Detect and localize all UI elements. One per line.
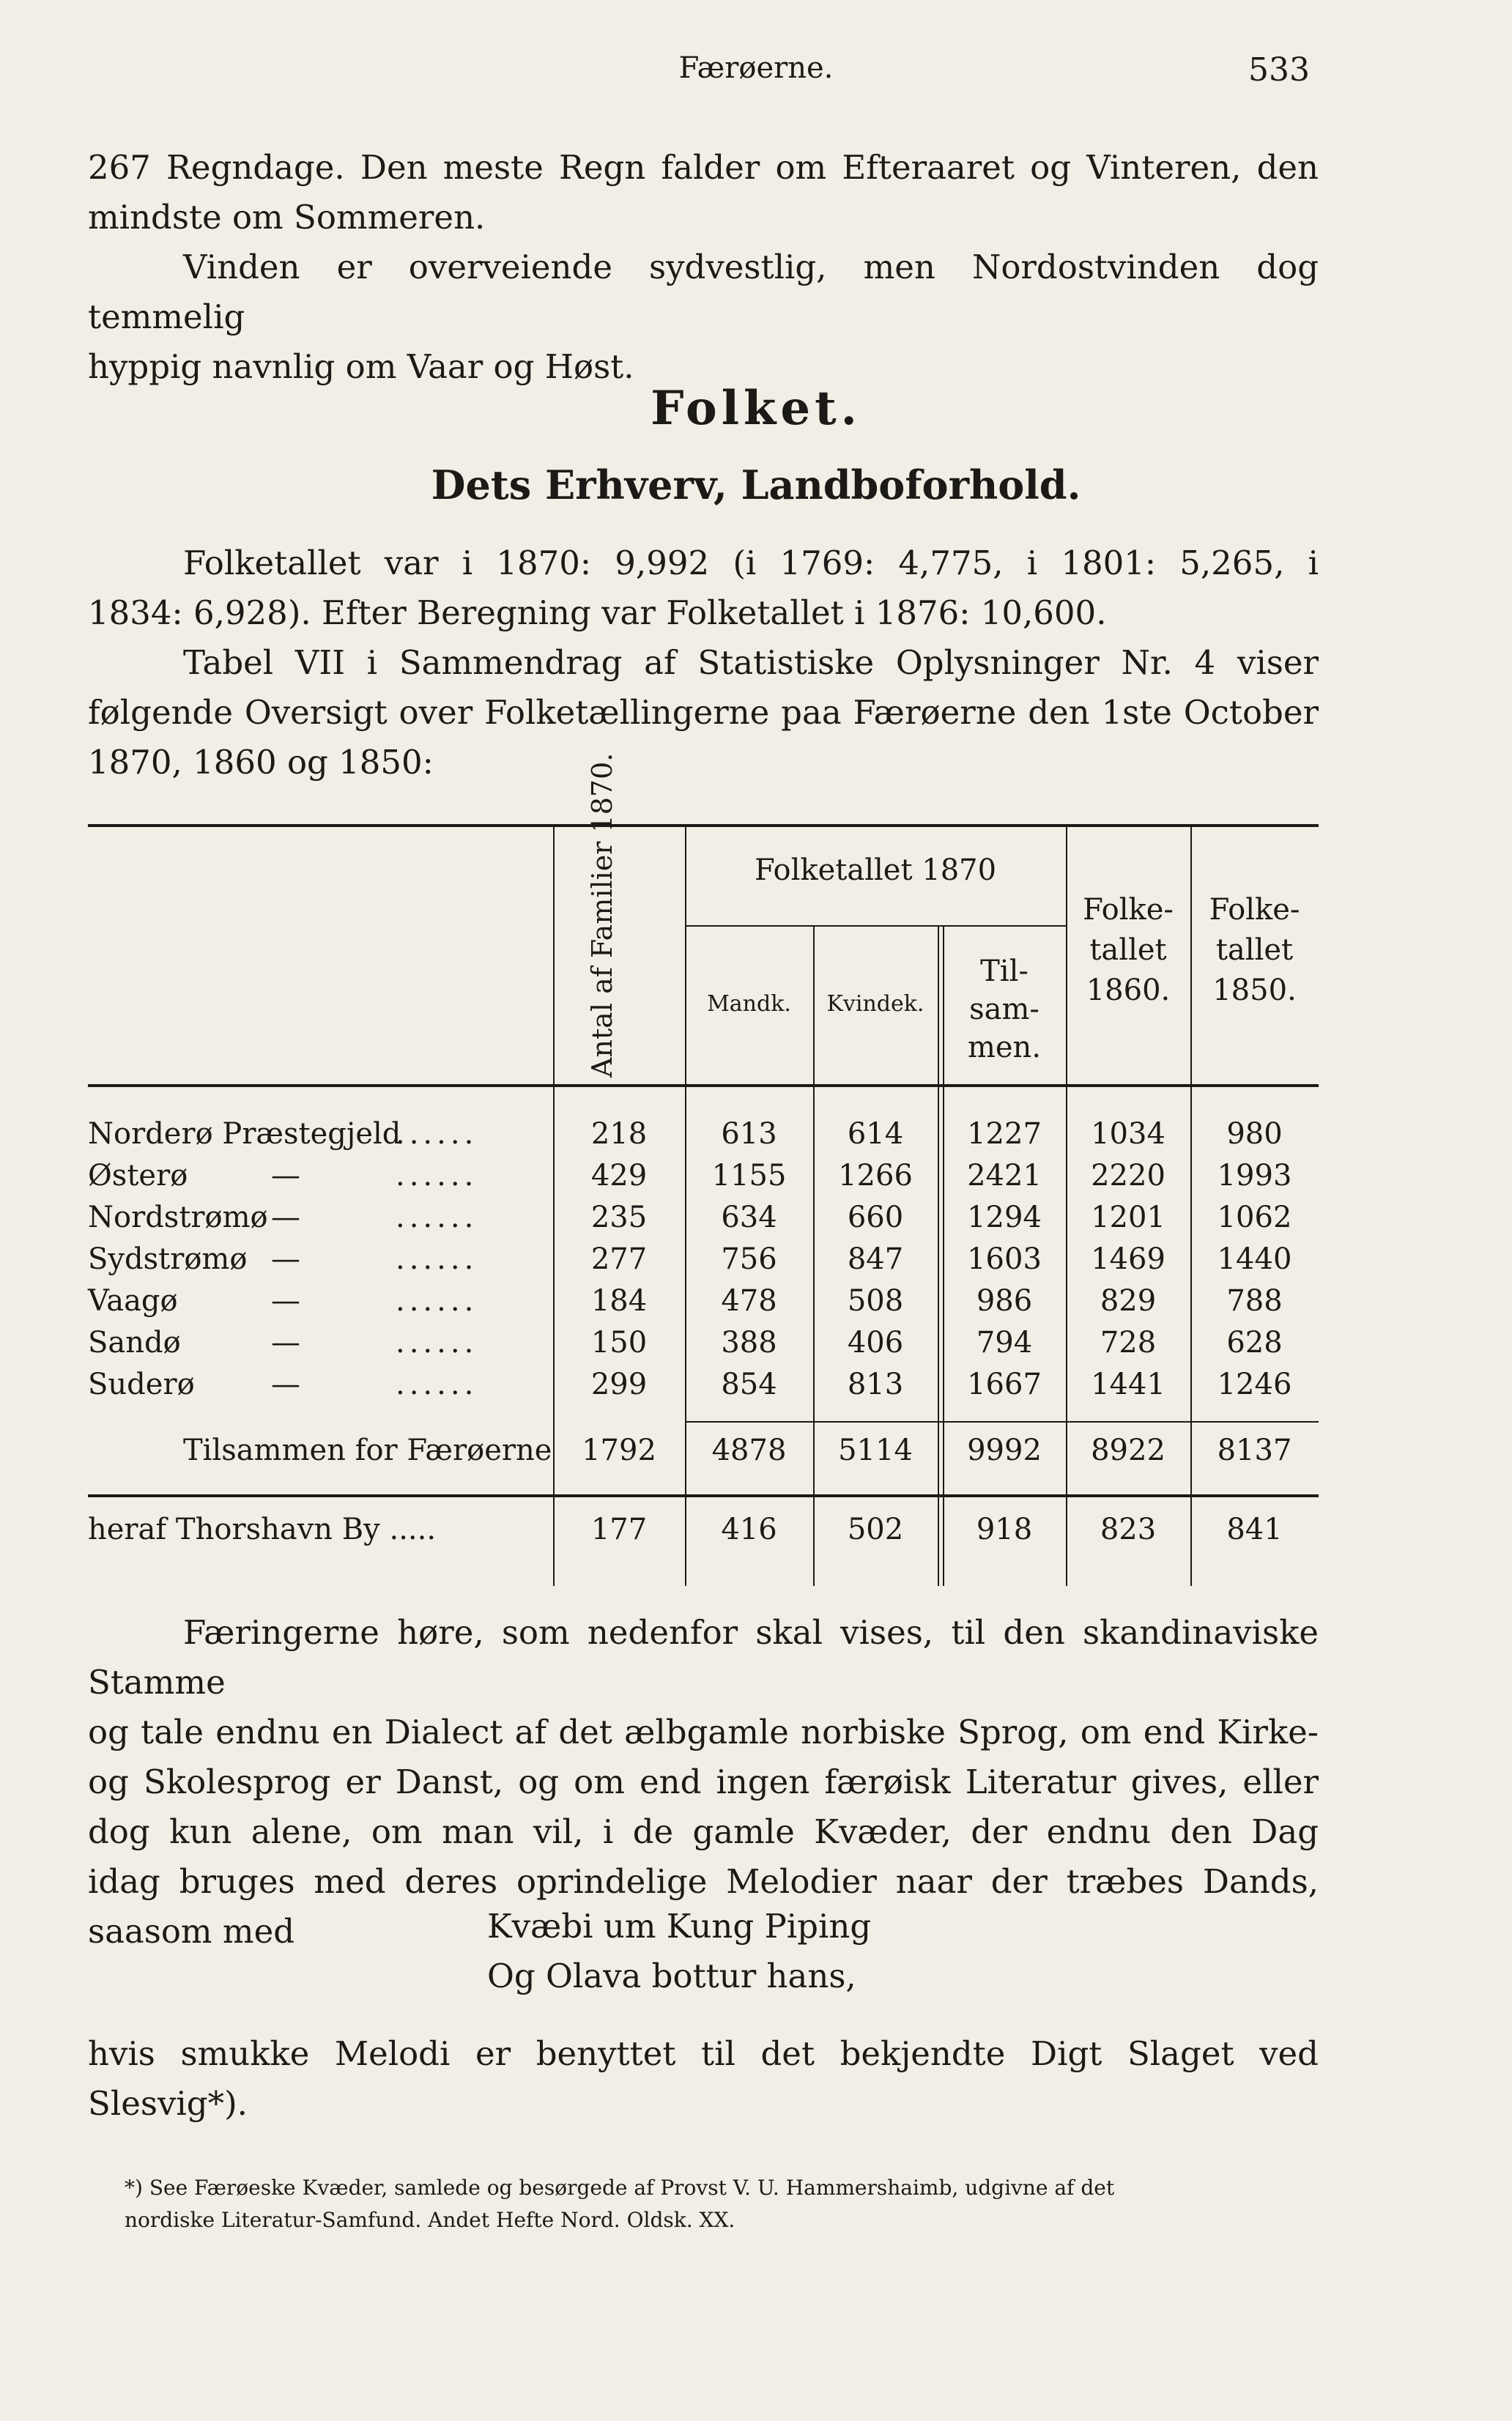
row-ditto-dash: — bbox=[271, 1159, 300, 1193]
table-cell-fam: 235 bbox=[590, 1201, 648, 1234]
header-women: Kvindek. bbox=[826, 991, 924, 1017]
population-paragraphs bbox=[88, 538, 1319, 787]
row-leader-dots: ...... bbox=[396, 1284, 478, 1318]
table-cell-y1860: 728 bbox=[1100, 1326, 1157, 1360]
row-leader-dots: ...... bbox=[396, 1159, 478, 1193]
row-leader-dots: ...... bbox=[396, 1326, 478, 1360]
row-name: Sandø bbox=[88, 1326, 181, 1360]
table-cell-men: 854 bbox=[721, 1368, 777, 1401]
header-total-l1: Til- bbox=[980, 954, 1029, 988]
row-ditto-dash: — bbox=[271, 1242, 300, 1276]
para2-line1: Vinden er overveiende sydvestlig, men Nordostvinden dog temmelig bbox=[88, 248, 1319, 336]
table-cell-y1850: 1062 bbox=[1217, 1201, 1292, 1234]
table-cell-total: 986 bbox=[976, 1284, 1033, 1318]
header-total bbox=[943, 952, 1066, 1067]
header-families: Antal af Familier 1870. bbox=[586, 752, 618, 1078]
thorshavn-name: heraf Thorshavn By bbox=[88, 1513, 380, 1546]
row-ditto-dash: — bbox=[271, 1201, 300, 1234]
para6-line1: hvis smukke Melodi er benyttet til det bekjendte Digt Slaget ved bbox=[88, 2034, 1319, 2073]
section-subheading: Dets Erhverv, Landboforhold. bbox=[431, 461, 1081, 508]
table-row-label bbox=[88, 1368, 542, 1401]
table-row-label bbox=[88, 1159, 542, 1193]
thorshavn-total: 918 bbox=[976, 1513, 1033, 1546]
intro-paragraphs bbox=[88, 143, 1319, 392]
header-1850-l1: Folke- bbox=[1209, 893, 1300, 927]
para1-line2: mindste om Sommeren. bbox=[88, 198, 486, 237]
table-cell-fam: 184 bbox=[590, 1284, 648, 1318]
table-header-rule bbox=[88, 1084, 1319, 1087]
page-number: 533 bbox=[1248, 51, 1310, 89]
table-cell-women: 614 bbox=[847, 1117, 904, 1151]
thorshavn-label bbox=[88, 1513, 436, 1546]
row-name: Suderø bbox=[88, 1368, 195, 1401]
table-cell-men: 613 bbox=[721, 1117, 777, 1151]
para4-line1: Tabel VII i Sammendrag af Statistiske Oplysninger Nr. 4 viser bbox=[183, 643, 1319, 682]
para6-line2: Slesvig*). bbox=[88, 2084, 248, 2123]
row-name: Norderø Præstegjeld bbox=[88, 1117, 401, 1151]
table-cell-women: 813 bbox=[847, 1368, 904, 1401]
sum-fam: 1792 bbox=[582, 1434, 656, 1467]
header-1850-l3: 1850. bbox=[1212, 974, 1297, 1007]
row-name: Nordstrømø bbox=[88, 1201, 268, 1234]
header-total-l3: men. bbox=[967, 1031, 1042, 1064]
table-top-rule bbox=[88, 824, 1319, 827]
para3-line2: 1834: 6,928). Efter Beregning var Folketallet i 1876: 10,600. bbox=[88, 593, 1107, 632]
para1-line1: 267 Regndage. Den meste Regn falder om Efteraaret og Vinteren, den bbox=[88, 148, 1319, 187]
table-row-label bbox=[88, 1117, 542, 1151]
footnote-line2: nordiske Literatur-Samfund. Andet Hefte Nord. Oldsk. XX. bbox=[125, 2208, 735, 2232]
table-cell-y1860: 1201 bbox=[1091, 1201, 1166, 1234]
row-name: Vaagø bbox=[88, 1284, 178, 1318]
para5-line6: saasom med bbox=[88, 1912, 295, 1951]
row-ditto-dash: — bbox=[271, 1284, 300, 1318]
header-1860-l1: Folke- bbox=[1083, 893, 1174, 927]
table-row-label bbox=[88, 1242, 542, 1276]
header-1860 bbox=[1066, 890, 1190, 1011]
table-cell-total: 2421 bbox=[967, 1159, 1042, 1193]
row-ditto-dash: — bbox=[271, 1326, 300, 1360]
verse-line2: Og Olava bottur hans, bbox=[487, 1957, 856, 1995]
table-cell-men: 634 bbox=[721, 1201, 777, 1234]
row-leader-dots: ...... bbox=[396, 1201, 478, 1234]
table-cell-fam: 299 bbox=[590, 1368, 648, 1401]
table-cell-total: 1227 bbox=[967, 1117, 1042, 1151]
section-heading: Folket. bbox=[651, 381, 861, 436]
table-cell-fam: 277 bbox=[590, 1242, 648, 1276]
table-group-rule bbox=[685, 925, 1066, 927]
row-leader-dots: ...... bbox=[396, 1117, 478, 1151]
table-cell-women: 660 bbox=[847, 1201, 904, 1234]
para4-line3: 1870, 1860 og 1850: bbox=[88, 743, 434, 782]
table-cell-women: 1266 bbox=[838, 1159, 913, 1193]
table-cell-women: 847 bbox=[847, 1242, 904, 1276]
sum-1860: 8922 bbox=[1091, 1434, 1166, 1467]
table-cell-y1850: 628 bbox=[1226, 1326, 1283, 1360]
running-head bbox=[0, 51, 1512, 95]
para5-line2: og tale endnu en Dialect af det ælbgamle norbiske Sprog, om end Kirke- bbox=[88, 1713, 1319, 1751]
table-cell-y1850: 1993 bbox=[1217, 1159, 1292, 1193]
sum-1850: 8137 bbox=[1217, 1434, 1292, 1467]
table-row-label bbox=[88, 1284, 542, 1318]
header-1860-l3: 1860. bbox=[1086, 974, 1171, 1007]
header-men: Mandk. bbox=[707, 991, 791, 1017]
sum-women: 5114 bbox=[838, 1434, 913, 1467]
table-cell-y1850: 980 bbox=[1226, 1117, 1283, 1151]
table-cell-men: 1155 bbox=[711, 1159, 787, 1193]
para5-line1: Færingerne høre, som nedenfor skal vises, til den skandinaviske Stamme bbox=[88, 1613, 1319, 1702]
melody-paragraph bbox=[88, 2029, 1319, 2129]
sum-label: Tilsammen for Færøerne bbox=[183, 1434, 552, 1467]
table-cell-y1860: 829 bbox=[1100, 1284, 1157, 1318]
table-cell-y1850: 1440 bbox=[1217, 1242, 1292, 1276]
table-cell-y1860: 1469 bbox=[1091, 1242, 1166, 1276]
table-sum-rule bbox=[685, 1421, 1319, 1423]
table-cell-y1850: 788 bbox=[1226, 1284, 1283, 1318]
table-cell-y1860: 2220 bbox=[1091, 1159, 1166, 1193]
table-cell-women: 508 bbox=[847, 1284, 904, 1318]
header-total-l2: sam- bbox=[969, 993, 1040, 1026]
language-paragraph bbox=[88, 1608, 1319, 1957]
sum-total: 9992 bbox=[967, 1434, 1042, 1467]
row-name: Sydstrømø bbox=[88, 1242, 248, 1276]
footnote bbox=[125, 2172, 1319, 2236]
table-cell-y1860: 1034 bbox=[1091, 1117, 1166, 1151]
table-cell-men: 478 bbox=[721, 1284, 777, 1318]
para4-line2: følgende Oversigt over Folketællingerne paa Færøerne den 1ste October bbox=[88, 693, 1319, 732]
table-cell-women: 406 bbox=[847, 1326, 904, 1360]
thorshavn-dots: ..... bbox=[389, 1513, 437, 1546]
table-cell-fam: 218 bbox=[590, 1117, 648, 1151]
table-cell-total: 1294 bbox=[967, 1201, 1042, 1234]
table-cell-total: 794 bbox=[976, 1326, 1033, 1360]
table-cell-fam: 150 bbox=[590, 1326, 648, 1360]
thorshavn-men: 416 bbox=[721, 1513, 777, 1546]
para3-line1: Folketallet var i 1870: 9,992 (i 1769: 4,775, i 1801: 5,265, i bbox=[183, 544, 1319, 582]
header-1850 bbox=[1190, 890, 1319, 1011]
table-cell-fam: 429 bbox=[590, 1159, 648, 1193]
thorshavn-1850: 841 bbox=[1226, 1513, 1283, 1546]
para2-line2: hyppig navnlig om Vaar og Høst. bbox=[88, 347, 634, 386]
thorshavn-women: 502 bbox=[847, 1513, 904, 1546]
row-name: Østerø bbox=[88, 1159, 188, 1193]
para5-line3: og Skolesprog er Danst, og om end ingen færøisk Literatur gives, eller bbox=[88, 1762, 1319, 1801]
header-1860-l2: tallet bbox=[1089, 933, 1167, 967]
table-cell-men: 388 bbox=[721, 1326, 777, 1360]
table-cell-total: 1603 bbox=[967, 1242, 1042, 1276]
row-ditto-dash: — bbox=[271, 1368, 300, 1401]
header-folketallet-1870: Folketallet 1870 bbox=[754, 853, 997, 887]
table-row-label bbox=[88, 1326, 542, 1360]
row-leader-dots: ...... bbox=[396, 1242, 478, 1276]
thorshavn-1860: 823 bbox=[1100, 1513, 1157, 1546]
footnote-line1: *) See Færøeske Kvæder, samlede og besørgede af Provst V. U. Hammershaimb, udgivne af det bbox=[125, 2176, 1115, 2200]
table-cell-y1860: 1441 bbox=[1091, 1368, 1166, 1401]
para5-line4: dog kun alene, om man vil, i de gamle Kvæder, der endnu den Dag bbox=[88, 1812, 1319, 1851]
running-title: Færøerne. bbox=[678, 51, 834, 85]
row-leader-dots: ...... bbox=[396, 1368, 478, 1401]
table-cell-y1850: 1246 bbox=[1217, 1368, 1292, 1401]
table-row-label bbox=[88, 1201, 542, 1234]
header-1850-l2: tallet bbox=[1215, 933, 1294, 967]
para5-line5: idag bruges med deres oprindelige Melodier naar der træbes Dands, bbox=[88, 1862, 1319, 1901]
table-cell-total: 1667 bbox=[967, 1368, 1042, 1401]
table-cell-men: 756 bbox=[721, 1242, 777, 1276]
table-thorshavn-rule bbox=[88, 1494, 1319, 1497]
verse-line1: Kvæbi um Kung Piping bbox=[487, 1907, 872, 1946]
sum-men: 4878 bbox=[711, 1434, 787, 1467]
col-divider bbox=[938, 925, 939, 1586]
thorshavn-fam: 177 bbox=[590, 1513, 648, 1546]
